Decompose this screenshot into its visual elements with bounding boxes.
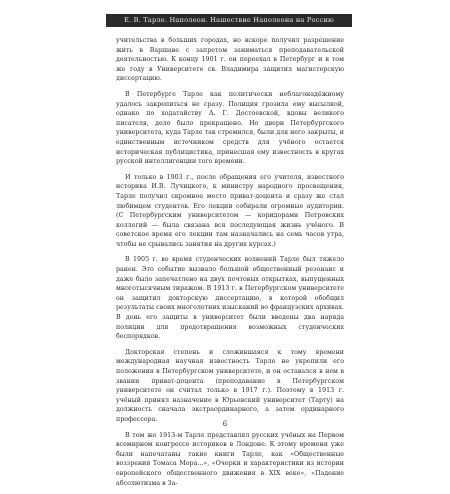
paragraph: В 1905 г. во время студенческих волнений Тарле был тяжело ранен. Это событие вызвало большой общественный резонанс и даже было запечатлено на двух почтовых открытках, выпущенных многотысячным тиражом. В 1913 г. в Петербургском университете он защитил докторскую диссертацию, в которой обобщил результаты своих многолетних изысканий во французских архивах. В день его защиты в университет были введены два наряда полиции для предотвращения возможных студенческих беспорядков. [116,256,344,341]
page-number: 6 [222,420,228,428]
paragraph: В том же 1913-м Тарле представлял русских учёных на Первом всемирном конгрессе историков в Лондоне. К этому времени уже были напечатаны такие книги Тарле, как «Общественные воззрения Томаса Мора...», «Очерки и характеристики из истории европейского общественного движения в XIX веке», «Падение абсолютизма в За- [116,431,344,487]
paragraph: В Петербурге Тарле как политически неблагонадёжному удалось закрепиться не сразу. Полиция грозила ему высылкой, однако по ходатайству А. Г. Достоевской, вдовы великого писателя, дело было прекращено. Но двери Петербургского университета, куда Тарле так стремился, были для него закрыты, и единственным источником средств для учёного остается историческая публицистика, принесшая ему известность в кругах русской интеллигенции того времени. [116,90,344,166]
running-header: Е. В. Тарле. Наполеон. Нашествие Наполеона на Россию [106,14,352,27]
paragraph: учительства в больших городах, но вскоре получил разрешение жить в Варшаве с запретом заниматься преподавательской деятельностью. К концу 1901 г. он переехал в Петербург и в том же году в Университете св. Владимира защитил магистерскую диссертацию. [116,37,344,83]
paragraph: И только в 1903 г., после обращения его учителя, известного историка И.В. Лучицкого, к министру народного просвещения, Тарле получил скромное место приват-доцента и сразу же стал любимцем студентов. Его лекции собирали огромные аудитории. (С Петербургским университетом — коридорами Петровских коллегий — была связана вся последующая жизнь учёного. В советское время его лекции там назначались на семь часов утра, чтобы не срывались занятия на других курсах.) [116,173,344,248]
paragraph: Докторская степень и сложившаяся к тому времени международная научная известность Тарле не укрепили его положения в Петербургском университете, и он оставался в нем в звании приват-доцента (преподавание в Петербургском университете он считал только в 1917 г.). Поэтому в 1913 г. учёный принял назначение в Юрьевский университет (Тарту) на должность сначала экстраординарного, а затем ординарного профессора. [116,348,344,423]
